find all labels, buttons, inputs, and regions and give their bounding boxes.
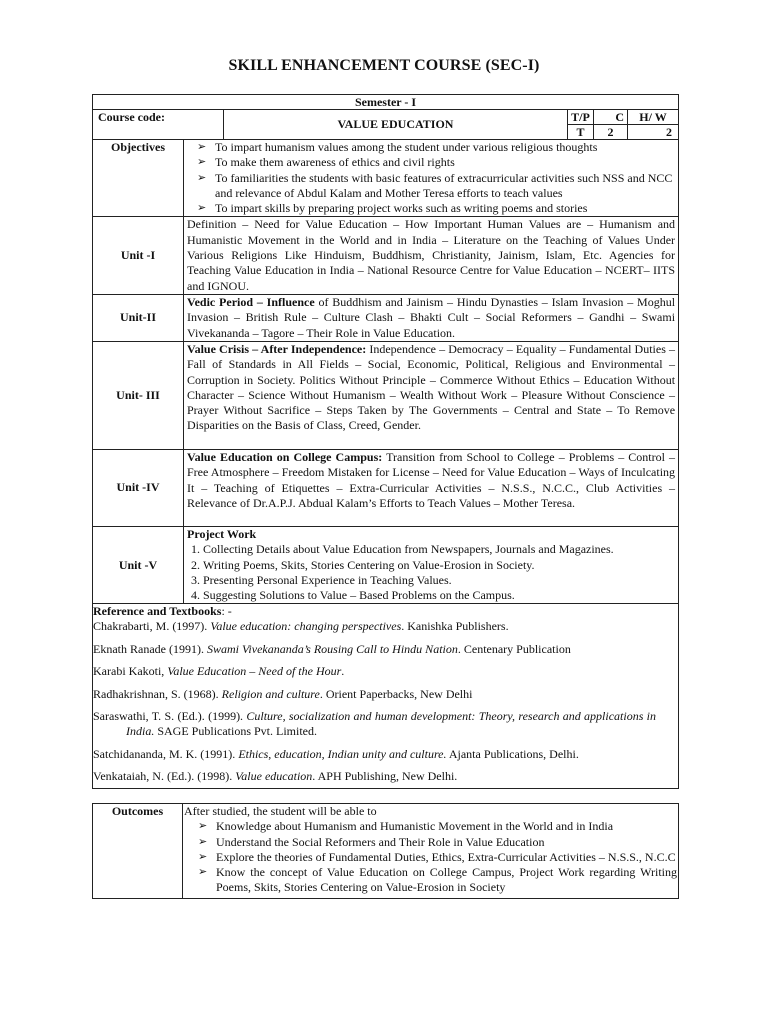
tp-header: T/P: [568, 110, 594, 125]
objective-item: ➢ To impart skills by preparing project works such as writing poems and stories: [197, 201, 588, 216]
outcomes-intro: After studied, the student will be able to: [184, 804, 377, 818]
unit-content: Definition – Need for Value Education – How Important Human Values are – Humanism and Humanistic Movement in the World and in India – Literature on the Teaching of Values Under Various Religions Like Hinduism, Buddhism, Christianity, Jainism, Islam, Etc. Agencies for Teaching Value Education in India – National Resource Centre for Value Education – NCERT– IITS and IGNOU.: [184, 217, 679, 294]
outcome-item: ➢ Know the concept of Value Education on College Campus, Project Work regarding Writing Poems, Skits, Stories Centering on Value-Erosion in Society: [198, 865, 677, 895]
unit-content: Value Crisis – After Independence: Independence – Democracy – Equality – Fundamental Duties – Fall of Standards in All Fields – Social, Economic, Political, Religious and Environmental – Corruption in Society. Politics Without Principle – Commerce Without Ethics – Education Without Character – Science Without Humanism – Wealth Without Work – Pleasure Without Conscience – Prayer Without Sacrifice – Steps Taken by The Governments – Central and State – To Remove Disparities on the Basis of Class, Creed, Gender.: [184, 341, 679, 449]
reference-item: Venkataiah, N. (Ed.). (1998). Value education. APH Publishing, New Delhi.: [93, 769, 458, 784]
reference-item: Saraswathi, T. S. (Ed.). (1999). Culture, socialization and human development: Theory, research and applications in India. SAGE Publications Pvt. Limited.: [93, 709, 657, 739]
outcomes-label: Outcomes: [93, 804, 183, 899]
arrow-bullet-icon: ➢: [198, 835, 208, 848]
reference-item: Chakrabarti, M. (1997). Value education: changing perspectives. Kanishka Publishers.: [93, 619, 509, 634]
outcome-item: ➢ Knowledge about Humanism and Humanistic Movement in the World and in India: [198, 819, 614, 834]
unit-label: Unit -IV: [93, 449, 184, 526]
list-item: 2. Writing Poems, Skits, Stories Centering on Value-Erosion in Society.: [203, 558, 675, 573]
arrow-bullet-icon: ➢: [197, 141, 207, 153]
objectives-cell: [184, 140, 679, 217]
references-heading-line: Reference and Textbooks: -: [93, 604, 232, 619]
unit-content: [184, 526, 679, 603]
course-table: [92, 94, 679, 789]
unit-label: Unit -V: [93, 526, 184, 603]
course-header-row: [93, 110, 679, 125]
credit-header: C: [594, 110, 628, 125]
arrow-bullet-icon: ➢: [197, 171, 207, 184]
tp-value: T: [568, 125, 594, 140]
references-cell: [93, 604, 679, 789]
unit-row: [93, 449, 679, 526]
objective-item: ➢ To familiarities the students with basic features of extracurricular activities such NSS and NCC and relevance of Abdul Kalam and Mother Teresa efforts to teach values: [197, 170, 673, 200]
unit-row: [93, 217, 679, 294]
arrow-bullet-icon: ➢: [198, 866, 208, 879]
project-work-heading: Project Work: [187, 526, 257, 541]
objectives-row: [93, 140, 679, 217]
outcomes-row: [93, 804, 679, 899]
outcomes-cell: [183, 804, 679, 899]
unit-row: [93, 526, 679, 603]
unit-label: Unit- III: [93, 341, 184, 449]
unit-label: Unit-II: [93, 294, 184, 341]
list-item: 4. Suggesting Solutions to Value – Based Problems on the Campus.: [203, 588, 675, 603]
unit-content: Value Education on College Campus: Transition from School to College – Problems – Control – Free Atmosphere – Freedom Mistaken for License – Need for Value Education – Ways of Inculcating It – Teaching of Etiquettes – Extra-Curricular Activities – N.S.S., N.C.C., Club Activities – Relevance of Dr.A.P.J. Abdual Kalam’s Efforts to Teach Values – Mother Teresa.: [184, 449, 679, 526]
semester-label: Semester - I: [93, 95, 679, 110]
credit-value: 2: [594, 125, 628, 140]
references-heading: Reference and Textbooks: [93, 604, 222, 619]
course-title: VALUE EDUCATION: [224, 110, 568, 140]
reference-item: Radhakrishnan, S. (1968). Religion and culture. Orient Paperbacks, New Delhi: [93, 686, 473, 701]
arrow-bullet-icon: ➢: [198, 850, 208, 863]
project-list: [187, 542, 675, 603]
unit-row: [93, 294, 679, 341]
objective-item: ➢ To make them awareness of ethics and civil rights: [197, 155, 455, 170]
arrow-bullet-icon: ➢: [198, 820, 208, 833]
reference-item: Eknath Ranade (1991). Swami Vivekananda’s Rousing Call to Hindu Nation. Centenary Publication: [93, 641, 571, 656]
outcome-item: ➢ Explore the theories of Fundamental Duties, Ethics, Extra-Curricular Activities – N.S.S., N.C.C: [198, 849, 676, 864]
hours-value: 2: [628, 125, 679, 140]
hours-header: H/ W: [628, 110, 679, 125]
list-item: 1. Collecting Details about Value Education from Newspapers, Journals and Magazines.: [203, 542, 675, 557]
page-title: SKILL ENHANCEMENT COURSE (SEC-I): [228, 57, 540, 74]
reference-item: Karabi Kakoti, Value Education – Need of the Hour.: [93, 664, 345, 679]
semester-row: [93, 95, 679, 110]
arrow-bullet-icon: ➢: [197, 202, 207, 215]
objective-item: ➢ To impart humanism values among the student under various religious thoughts: [197, 140, 598, 154]
reference-item: Satchidananda, M. K. (1991). Ethics, education, Indian unity and culture. Ajanta Publications, Delhi.: [93, 746, 579, 761]
objectives-label: Objectives: [93, 140, 184, 217]
outcome-item: ➢ Understand the Social Reformers and Their Role in Value Education: [198, 834, 545, 849]
unit-row: [93, 341, 679, 449]
arrow-bullet-icon: ➢: [197, 156, 207, 169]
outcomes-table: [92, 803, 679, 899]
unit-label: Unit -I: [93, 217, 184, 294]
course-code-label: Course code:: [93, 110, 224, 140]
unit-content: Vedic Period – Influence of Buddhism and Jainism – Hindu Dynasties – Islam Invasion – Moghul Invasion – British Rule – Culture Clash – Bhakti Cult – Social Reformers – Gandhi – Swami Vivekananda – Tagore – Their Role in Value Education.: [184, 294, 679, 341]
list-item: 3. Presenting Personal Experience in Teaching Values.: [203, 573, 675, 588]
references-row: [93, 604, 679, 789]
